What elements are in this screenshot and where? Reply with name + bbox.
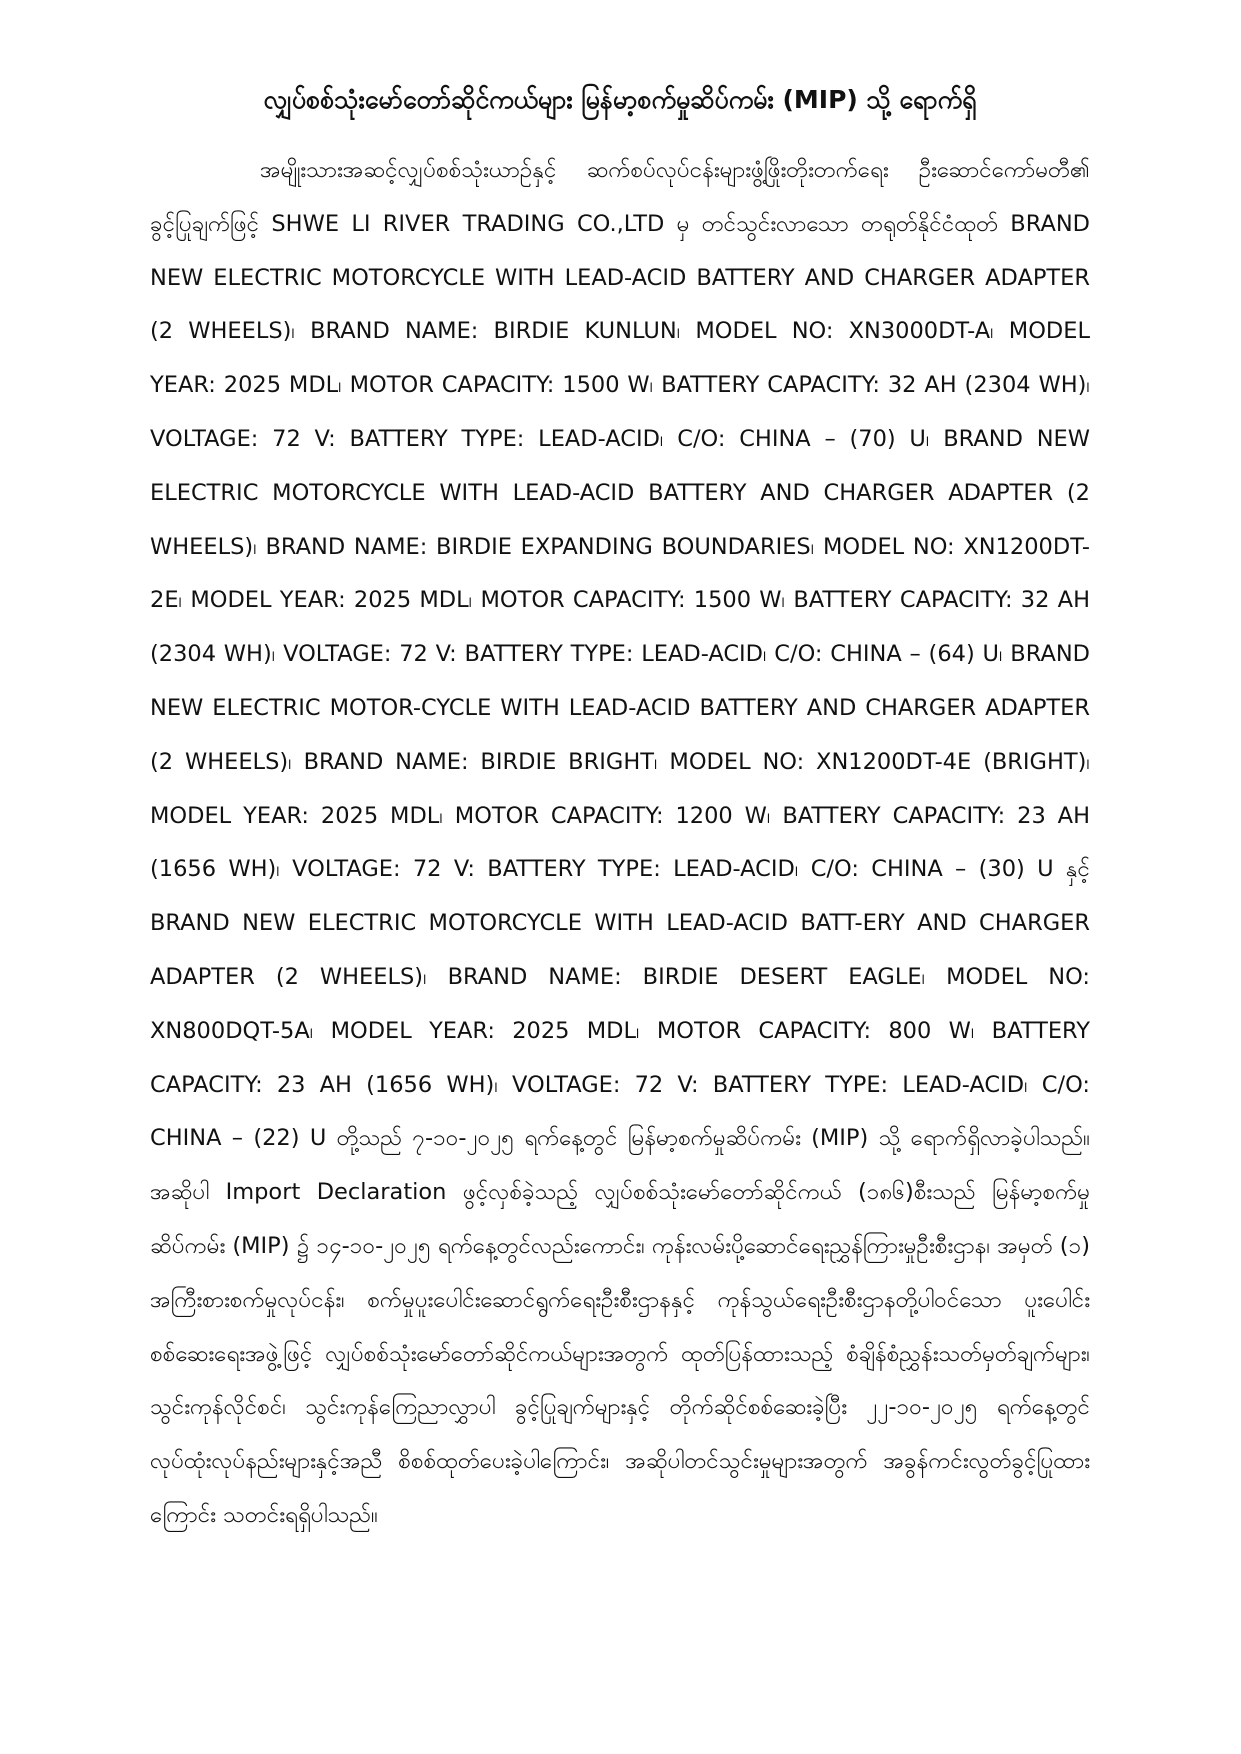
document-title: လျှပ်စစ်သုံးမော်တော်ဆိုင်ကယ်များ မြန်မာ့စက်မှုဆိပ်ကမ်း (MIP) သို့ ရောက်ရှိ xyxy=(263,85,977,114)
document-body-paragraph: အမျိုးသားအဆင့်လျှပ်စစ်သုံးယာဉ်နှင့် ဆက်စပ်လုပ်ငန်းများဖွံ့ဖြိုးတိုးတက်ရေး ဦးဆောင်ကော်မတီ၏ ခွင့်ပြုချက်ဖြင့် SHWE LI RIVER TRADING CO.,LTD မှ တင်သွင်းလာသော တရုတ်နိုင်ငံထုတ် BRAND NEW ELECTRIC MOTORCYCLE WITH LEAD-ACID BATTERY AND CHARGER ADAPTER (2 WHEELS)၊ BRAND NAME: BIRDIE KUNLUN၊ MODEL NO: XN3000DT-A၊ MODEL YEAR: 2025 MDL၊ MOTOR CAPACITY: 1500 W၊ BATTERY CAPACITY: 32 AH (2304 WH)၊ VOLTAGE: 72 V: BATTERY TYPE: LEAD-ACID၊ C/O: CHINA – (70) U၊ BRAND NEW ELECTRIC MOTORCYCLE WITH LEAD-ACID BATTERY AND CHARGER ADAPTER (2 WHEELS)၊ BRAND NAME: BIRDIE EXPANDING BOUNDARIES၊ MODEL NO: XN1200DT-2E၊ MODEL YEAR: 2025 MDL၊ MOTOR CAPACITY: 1500 W၊ BATTERY CAPACITY: 32 AH (2304 WH)၊ VOLTAGE: 72 V: BATTERY TYPE: LEAD-ACID၊ C/O: CHINA – (64) U၊ BRAND NEW ELECTRIC MOTOR-CYCLE WITH LEAD-ACID BATTERY AND CHARGER ADAPTER (2 WHEELS)၊ BRAND NAME: BIRDIE BRIGHT၊ MODEL NO: XN1200DT-4E (BRIGHT)၊ MODEL YEAR: 2025 MDL၊ MOTOR CAPACITY: 1200 W၊ BATTERY CAPACITY: 23 AH (1656 WH)၊ VOLTAGE: 72 V: BATTERY TYPE: LEAD-ACID၊ C/O: CHINA – (30) U နှင့် BRAND NEW ELECTRIC MOTORCYCLE WITH LEAD-ACID BATT-ERY AND CHARGER ADAPTER (2 WHEELS)၊ BRAND NAME: BIRDIE DESERT EAGLE၊ MODEL NO: XN800DQT-5A၊ MODEL YEAR: 2025 MDL၊ MOTOR CAPACITY: 800 W၊ BATTERY CAPACITY: 23 AH (1656 WH)၊ VOLTAGE: 72 V: BATTERY TYPE: LEAD-ACID၊ C/O: CHINA – (22) U တို့သည် ၇-၁၀-၂၀၂၅ ရက်နေ့တွင် မြန်မာ့စက်မှုဆိပ်ကမ်း (MIP) သို့ ရောက်ရှိလာခဲ့ပါသည်။ အဆိုပါ Import Declaration ဖွင့်လှစ်ခဲ့သည့် လျှပ်စစ်သုံးမော်တော်ဆိုင်ကယ် (၁၈၆)စီးသည် မြန်မာ့စက်မှုဆိပ်ကမ်း (MIP) ၌ ၁၄-၁၀-၂၀၂၅ ရက်နေ့တွင်လည်းကောင်း၊ ကုန်းလမ်းပို့ဆောင်ရေးညွှန်ကြားမှုဦးစီးဌာန၊ အမှတ် (၁) အကြီးစားစက်မှုလုပ်ငန်း၊ စက်မှုပူးပေါင်းဆောင်ရွက်ရေးဦးစီးဌာနနှင့် ကုန်သွယ်ရေးဦးစီးဌာနတို့ပါဝင်သော ပူးပေါင်းစစ်ဆေးရေးအဖွဲ့ဖြင့် လျှပ်စစ်သုံးမော်တော်ဆိုင်ကယ်များအတွက် ထုတ်ပြန်ထားသည့် စံချိန်စံညွှန်းသတ်မှတ်ချက်များ၊ သွင်းကုန်လိုင်စင်၊ သွင်းကုန်ကြေညာလွှာပါ ခွင့်ပြုချက်များနှင့် တိုက်ဆိုင်စစ်ဆေးခဲ့ပြီး ၂၂-၁၀-၂၀၂၅ ရက်နေ့တွင် လုပ်ထုံးလုပ်နည်းများနှင့်အညီ စိစစ်ထုတ်ပေးခဲ့ပါကြောင်း၊ အဆိုပါတင်သွင်းမှုများအတွက် အခွန်ကင်းလွတ်ခွင့်ပြုထားကြောင်း သတင်းရရှိပါသည်။ xyxy=(150,157,1090,1528)
